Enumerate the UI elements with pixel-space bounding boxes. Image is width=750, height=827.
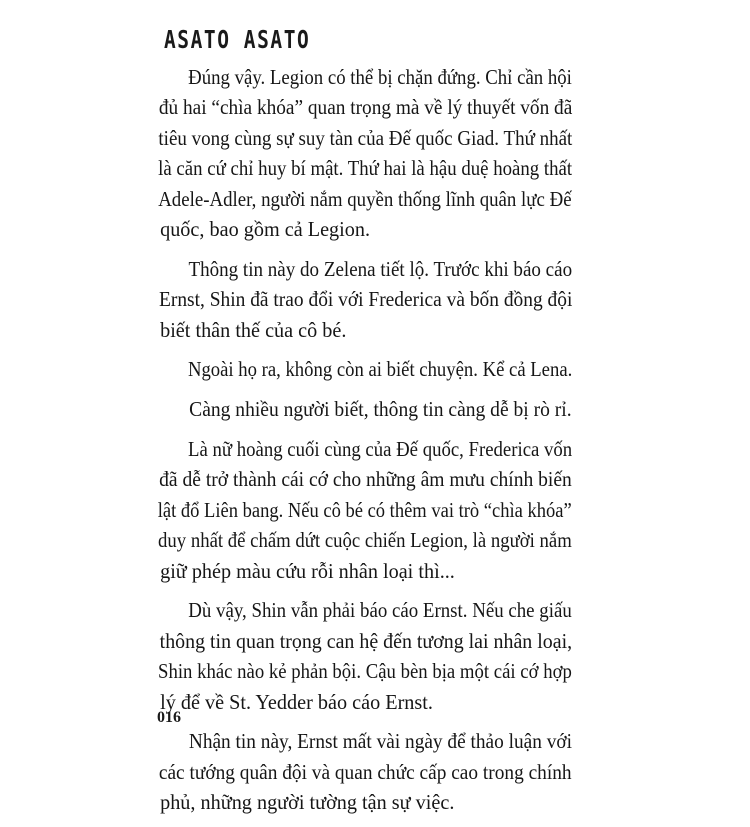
- text-line: Adele-Adler, người nắm quyền thống lĩnh quân lực Đế: [158, 186, 572, 211]
- paragraph: [158, 726, 602, 817]
- text-line: các tướng quân đội và quan chức cấp cao trong chính: [158, 759, 572, 784]
- paragraph: [162, 394, 602, 424]
- paragraph: [157, 434, 602, 586]
- body-text: [157, 62, 602, 827]
- paragraph: [158, 62, 602, 244]
- running-header-author: ASATO ASATO: [164, 25, 311, 54]
- text-line: lý để về St. Yedder báo cáo Ernst.: [160, 689, 433, 714]
- text-line: Shin khác nào kẻ phản bội. Cậu bèn bịa một cái cớ hợp: [158, 659, 572, 684]
- text-line: giữ phép màu cứu rỗi nhân loại thì...: [160, 558, 455, 583]
- page-number: 016: [157, 709, 181, 726]
- paragraph: [162, 354, 602, 384]
- text-line: phủ, những người tường tận sự việc.: [160, 790, 455, 815]
- text-line: tiêu vong cùng sự suy tàn của Đế quốc Giad. Thứ nhất: [158, 125, 573, 150]
- text-line: Là nữ hoàng cuối cùng của Đế quốc, Frederica vốn: [188, 437, 573, 462]
- text-line: Càng nhiều người biết, thông tin càng dễ bị rò rỉ.: [189, 397, 572, 422]
- text-line: quốc, bao gồm cả Legion.: [160, 217, 371, 242]
- paragraph: [158, 254, 602, 345]
- paragraph: [158, 595, 602, 717]
- text-line: Dù vậy, Shin vẫn phải báo cáo Ernst. Nếu che giấu: [188, 598, 572, 623]
- text-line: là căn cứ chỉ huy bí mật. Thứ hai là hậu duệ hoàng thất: [158, 156, 573, 181]
- text-line: Thông tin này do Zelena tiết lộ. Trước khi báo cáo: [188, 256, 573, 281]
- text-line: duy nhất để chấm dứt cuộc chiến Legion, là người nắm: [158, 528, 572, 553]
- text-line: đã dễ trở thành cái cớ cho những âm mưu chính biến: [159, 467, 572, 492]
- text-line: lật đổ Liên bang. Nếu cô bé có thêm vai trò “chìa khóa”: [157, 497, 572, 522]
- text-line: đủ hai “chìa khóa” quan trọng mà về lý thuyết vốn đã: [158, 95, 573, 120]
- text-line: thông tin quan trọng can hệ đến tương lai nhân loại,: [159, 628, 573, 653]
- text-line: Nhận tin này, Ernst mất vài ngày để thảo luận với: [188, 729, 573, 754]
- text-line: Ngoài họ ra, không còn ai biết chuyện. Kể cả Lena.: [187, 357, 573, 382]
- text-line: Đúng vậy. Legion có thể bị chặn đứng. Chỉ cần hội: [188, 65, 572, 89]
- text-line: Ernst, Shin đã trao đổi với Frederica và bốn đồng đội: [158, 287, 573, 312]
- text-line: biết thân thế của cô bé.: [160, 317, 347, 342]
